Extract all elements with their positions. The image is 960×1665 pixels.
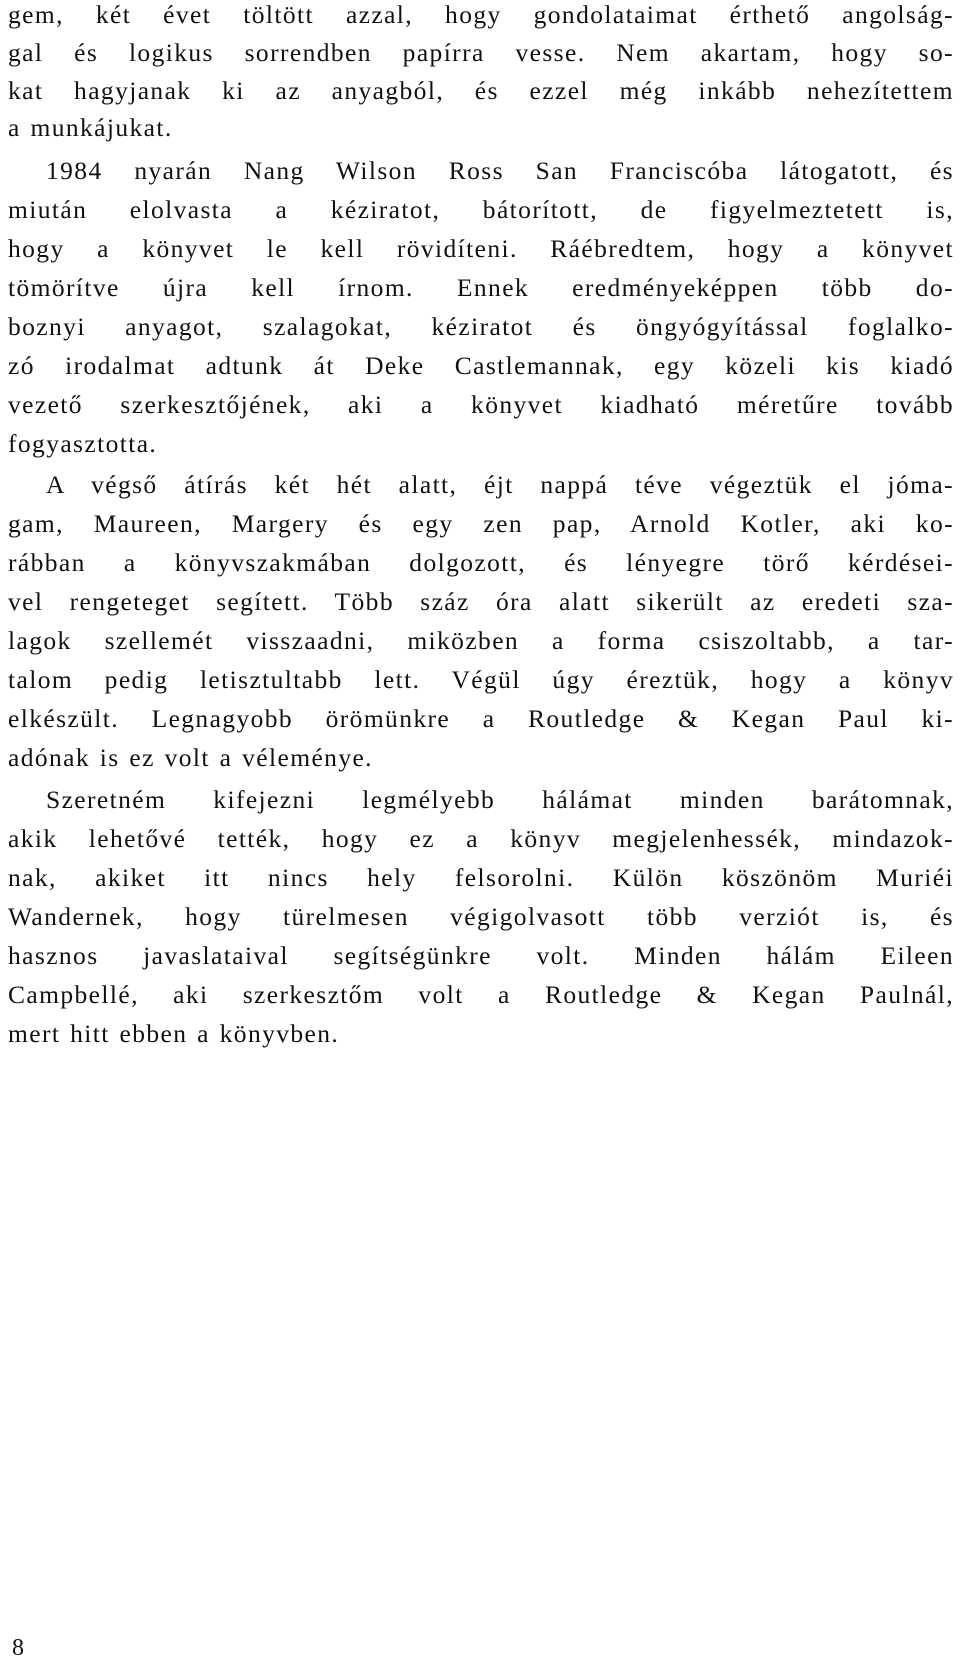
- text-line: nak, akiket itt nincs hely felsorolni. Külön köszönöm Muriéi: [8, 863, 954, 892]
- text-line: hasznos javaslataival segítségünkre volt. Minden hálám Eileen: [8, 941, 954, 970]
- text-line: tömörítve újra kell írnom. Ennek eredményeképpen több do-: [8, 273, 954, 302]
- text-line: vel rengeteget segített. Több száz óra alatt sikerült az eredeti sza-: [8, 587, 954, 616]
- text-line: Wandernek, hogy türelmesen végigolvasott több verziót is, és: [8, 902, 954, 931]
- text-line: Szeretném kifejezni legmélyebb hálámat minden barátomnak,: [46, 785, 954, 814]
- text-line: miután elolvasta a kéziratot, bátorított, de figyelmeztetett is,: [8, 195, 954, 224]
- text-line: a munkájukat.: [8, 113, 173, 142]
- text-line: kat hagyjanak ki az anyagból, és ezzel még inkább nehezítettem: [8, 76, 954, 105]
- text-line: lagok szellemét visszaadni, miközben a forma csiszoltabb, a tar-: [8, 626, 954, 655]
- text-line: A végső átírás két hét alatt, éjt nappá téve végeztük el jóma-: [46, 470, 954, 499]
- text-line: boznyi anyagot, szalagokat, kéziratot és öngyógyítással foglalko-: [8, 312, 954, 341]
- text-line: Campbellé, aki szerkesztőm volt a Routledge & Kegan Paulnál,: [8, 980, 954, 1009]
- text-line: gam, Maureen, Margery és egy zen pap, Arnold Kotler, aki ko-: [8, 509, 954, 538]
- text-line: hogy a könyvet le kell rövidíteni. Ráébredtem, hogy a könyvet: [8, 234, 954, 263]
- text-line: elkészült. Legnagyobb örömünkre a Routledge & Kegan Paul ki-: [8, 704, 954, 733]
- text-line: gem, két évet töltött azzal, hogy gondolataimat érthető angolság-: [8, 0, 954, 29]
- text-line: vezető szerkesztőjének, aki a könyvet kiadható méretűre tovább: [8, 390, 954, 419]
- text-line: adónak is ez volt a véleménye.: [8, 743, 373, 772]
- text-line: fogyasztotta.: [8, 429, 158, 458]
- text-line: 1984 nyarán Nang Wilson Ross San Franciscóba látogatott, és: [46, 156, 954, 185]
- text-line: zó irodalmat adtunk át Deke Castlemannak, egy közeli kis kiadó: [8, 351, 954, 380]
- text-line: rábban a könyvszakmában dolgozott, és lényegre törő kérdései-: [8, 548, 954, 577]
- text-line: gal és logikus sorrendben papírra vesse. Nem akartam, hogy so-: [8, 38, 954, 67]
- page-number: 8: [12, 1635, 24, 1661]
- text-line: mert hitt ebben a könyvben.: [8, 1019, 340, 1048]
- text-line: akik lehetővé tették, hogy ez a könyv megjelenhessék, mindazok-: [8, 824, 954, 853]
- text-line: talom pedig letisztultabb lett. Végül úgy éreztük, hogy a könyv: [8, 665, 954, 694]
